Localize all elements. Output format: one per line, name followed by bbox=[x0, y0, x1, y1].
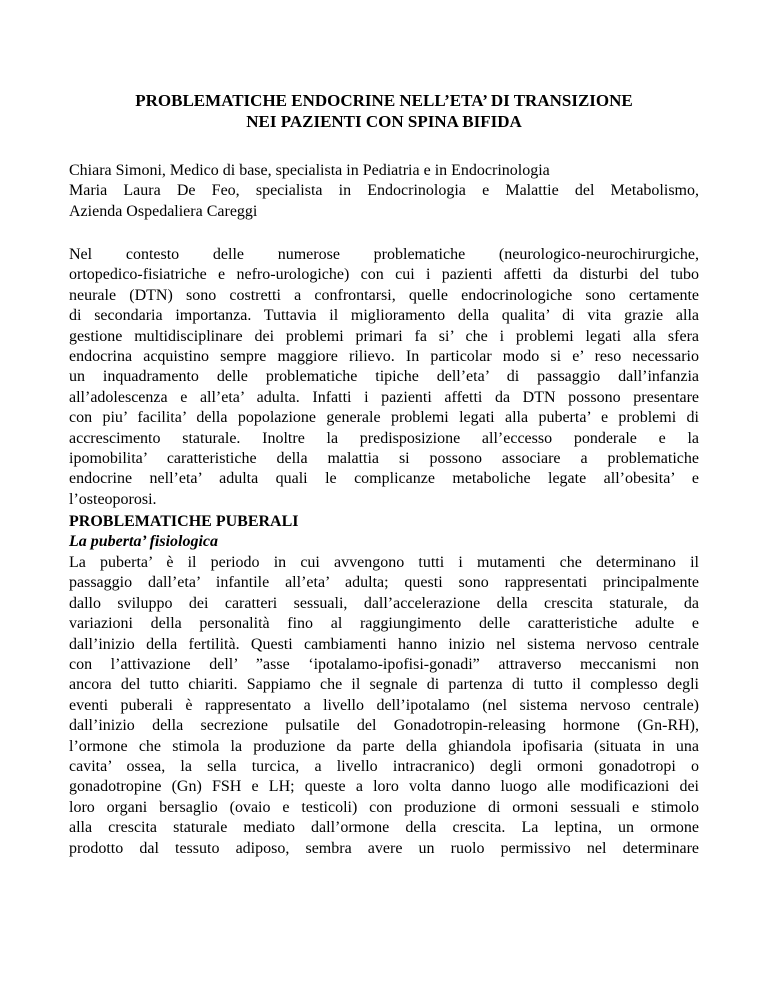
section-line: eventi puberali è rappresentato a livello dell’ipotalamo (nel sistema nervoso centrale) bbox=[69, 696, 699, 714]
title-line-2: NEI PAZIENTI CON SPINA BIFIDA bbox=[246, 112, 522, 131]
section-line: loro organi bersaglio (ovaio e testicoli) con produzione di ormoni sessuali e stimolo bbox=[69, 798, 699, 816]
section-subheading: La puberta’ fisiologica bbox=[69, 533, 219, 550]
section-paragraph bbox=[69, 553, 699, 859]
intro-line: ortopedico-fisiatriche e nefro-urologiche) con cui i pazienti affetti da disturbi del tubo bbox=[69, 266, 699, 284]
intro-line: Nel contesto delle numerose problematiche (neurologico-neurochirurgiche, bbox=[69, 246, 699, 263]
section-line: dallo sviluppo dei caratteri sessuali, dall’accelerazione della crescita staturale, da bbox=[69, 594, 699, 612]
intro-line: di secondaria importanza. Tuttavia il miglioramento della qualita’ di vita grazie alla bbox=[69, 307, 699, 325]
title-line-1: PROBLEMATICHE ENDOCRINE NELL’ETA’ DI TRANSIZIONE bbox=[135, 91, 633, 110]
intro-line: con piu’ facilita’ della popolazione generale problemi legati alla puberta’ e problemi di bbox=[69, 409, 699, 427]
document-title bbox=[60, 90, 708, 132]
section-line: dall’inizio della fertilità. Questi cambiamenti hanno inizio nel sistema nervoso centrale bbox=[69, 635, 699, 653]
intro-paragraph bbox=[69, 245, 699, 510]
intro-line: endocrine nell’eta’ adulta quali le complicanze metaboliche legate all’obesita’ e bbox=[69, 470, 699, 488]
author-line-1: Chiara Simoni, Medico di base, specialista in Pediatria e in Endocrinologia bbox=[69, 162, 550, 179]
author-line-2: Maria Laura De Feo, specialista in Endocrinologia e Malattie del Metabolismo, bbox=[69, 182, 699, 200]
section-line: variazioni della personalità fino al raggiungimento delle caratteristiche adulte e bbox=[69, 615, 699, 633]
section-line: dall’inizio della secrezione pulsatile del Gonadotropin-releasing hormone (Gn-RH), bbox=[69, 717, 699, 735]
author-line-3: Azienda Ospedaliera Careggi bbox=[69, 202, 258, 220]
section-line: gonadotropine (Gn) FSH e LH; queste a loro volta danno luogo alle modificazioni dei bbox=[69, 778, 699, 796]
section-line: alla crescita staturale mediato dall’ormone della crescita. La leptina, un ormone bbox=[69, 819, 699, 837]
intro-line: un inquadramento delle problematiche tipiche dell’eta’ di passaggio dall’infanzia bbox=[69, 368, 699, 386]
section-line: prodotto dal tessuto adiposo, sembra avere un ruolo permissivo nel determinare bbox=[69, 839, 699, 857]
section-line: passaggio dall’eta’ infantile all’eta’ adulta; questi sono rappresentati principalmente bbox=[69, 574, 699, 592]
intro-line: all’adolescenza e all’eta’ adulta. Infatti i pazienti affetti da DTN possono presentare bbox=[69, 388, 699, 406]
section-line: con l’attivazione dell’ ”asse ‘ipotalamo-ipofisi-gonadi” attraverso meccanismi non bbox=[69, 656, 699, 674]
section-heading: PROBLEMATICHE PUBERALI bbox=[69, 513, 299, 530]
intro-line: accrescimento staturale. Inoltre la predisposizione all’eccesso ponderale e la bbox=[69, 429, 699, 447]
intro-line: l’osteoporosi. bbox=[69, 490, 157, 508]
section-line: cavita’ ossea, la sella turcica, a livello intracranico) degli ormoni gonadotropi o bbox=[69, 758, 699, 776]
intro-line: gestione multidisciplinare dei problemi primari fa si’ che i problemi legati alla sfera bbox=[69, 327, 699, 345]
authors-block bbox=[69, 161, 699, 222]
section-line: La puberta’ è il periodo in cui avvengono tutti i mutamenti che determinano il bbox=[69, 554, 699, 571]
intro-line: ipomobilita’ caratteristiche della malattia si possono associare a problematiche bbox=[69, 450, 699, 468]
section-line: l’ormone che stimola la produzione da parte della ghiandola ipofisaria (situata in una bbox=[69, 737, 699, 755]
intro-line: neurale (DTN) sono costretti a confrontarsi, quelle endocrinologiche sono certamente bbox=[69, 286, 699, 304]
section-line: ancora del tutto chiariti. Sappiamo che il segnale di partenza di tutto il complesso degli bbox=[69, 676, 699, 694]
intro-line: endocrina acquistino sempre maggiore rilievo. In particolar modo si e’ reso necessario bbox=[69, 348, 699, 366]
